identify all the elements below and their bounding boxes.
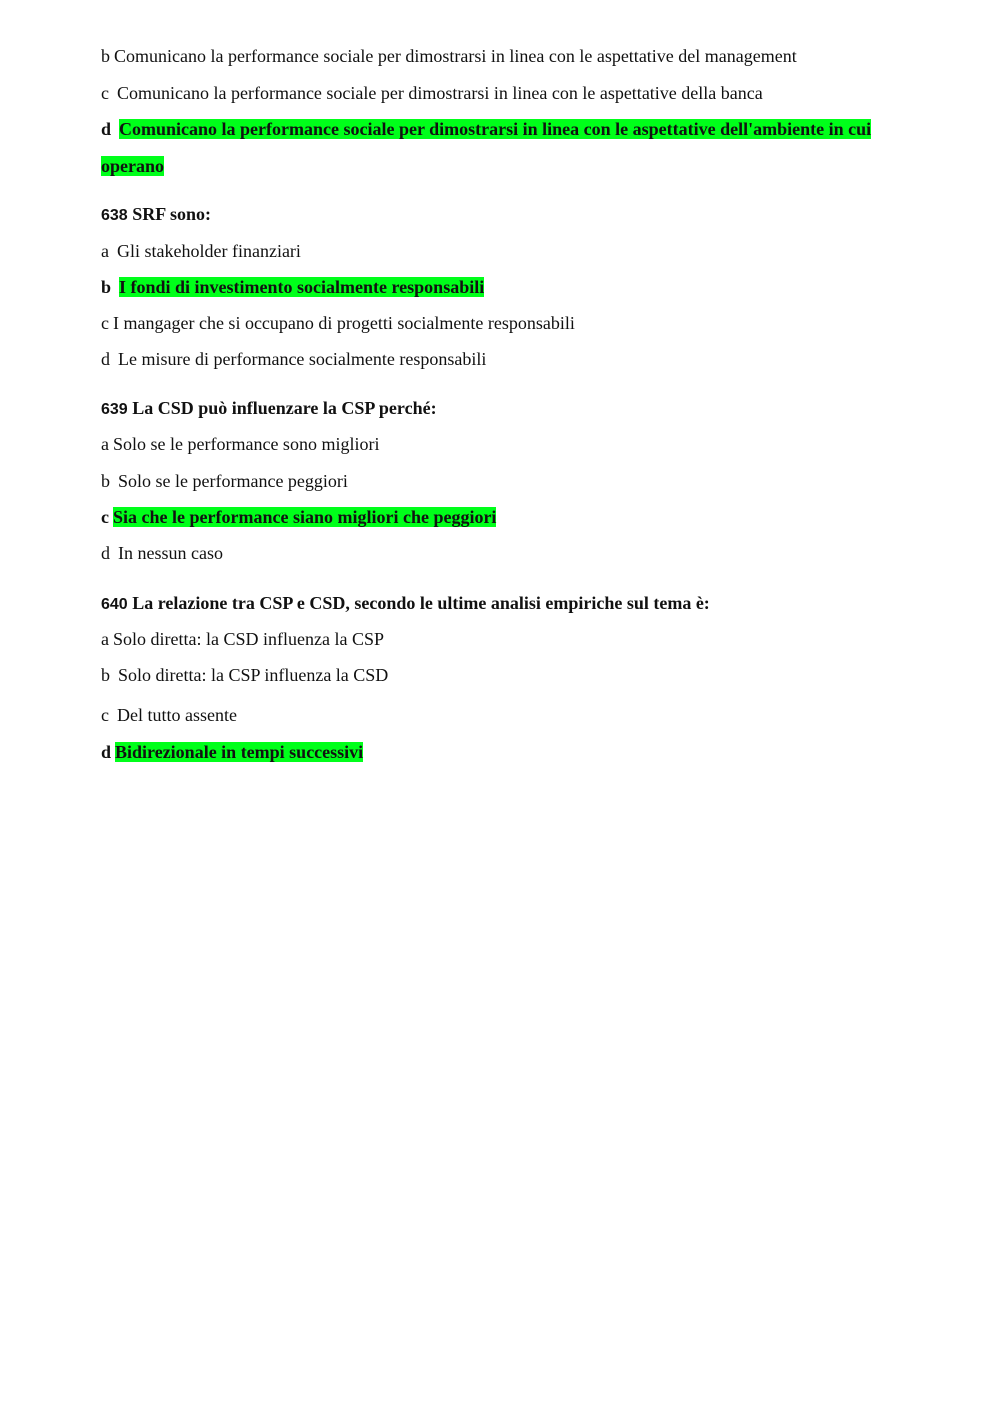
option-letter: b <box>101 277 112 297</box>
question-text: La CSD può influenzare la CSP perché: <box>132 398 437 418</box>
option-text: Le misure di performance socialmente responsabili <box>118 349 487 369</box>
correct-option-line <box>101 118 871 140</box>
option-line <box>101 82 763 104</box>
correct-option-text: Bidirezionale in tempi successivi <box>115 742 364 762</box>
option-text: Del tutto assente <box>117 705 237 725</box>
option-line <box>101 45 797 67</box>
correct-option-text: Comunicano la performance sociale per dimostrarsi in linea con le aspettative dell'ambiente in cui <box>119 119 872 139</box>
question-number: 640 <box>101 596 128 613</box>
option-line <box>101 470 348 492</box>
question-number: 638 <box>101 207 128 224</box>
option-letter: c <box>101 313 109 333</box>
option-letter: b <box>101 665 110 685</box>
question-heading <box>101 203 211 227</box>
question-text: SRF sono: <box>132 204 212 224</box>
option-text: Solo se le performance peggiori <box>118 471 348 491</box>
correct-option-line <box>101 741 363 763</box>
option-text: Gli stakeholder finanziari <box>117 241 301 261</box>
option-letter: a <box>101 434 109 454</box>
option-letter: c <box>101 83 109 103</box>
question-text: La relazione tra CSP e CSD, secondo le ultime analisi empiriche sul tema è: <box>132 593 710 613</box>
option-line <box>101 240 301 262</box>
correct-option-text: operano <box>101 156 164 176</box>
option-letter: d <box>101 119 112 139</box>
option-text: Solo diretta: la CSP influenza la CSD <box>118 665 389 685</box>
option-letter: a <box>101 241 109 261</box>
option-line <box>101 704 237 726</box>
option-line <box>101 312 575 334</box>
option-text: In nessun caso <box>118 543 223 563</box>
option-letter: b <box>101 46 110 66</box>
question-heading <box>101 592 710 616</box>
option-letter: b <box>101 471 110 491</box>
correct-option-line-continued <box>101 155 164 177</box>
option-line <box>101 542 223 564</box>
option-letter: d <box>101 742 112 762</box>
option-text: Solo diretta: la CSD influenza la CSP <box>113 629 384 649</box>
option-letter: c <box>101 507 109 527</box>
correct-option-line <box>101 506 496 528</box>
option-text: Comunicano la performance sociale per dimostrarsi in linea con le aspettative della banca <box>117 83 763 103</box>
option-text: Comunicano la performance sociale per dimostrarsi in linea con le aspettative del management <box>114 46 797 66</box>
question-heading <box>101 397 437 421</box>
question-number: 639 <box>101 401 128 418</box>
option-line <box>101 628 384 650</box>
option-text: Solo se le performance sono migliori <box>113 434 380 454</box>
option-line <box>101 433 379 455</box>
option-letter: d <box>101 543 110 563</box>
option-text: I mangager che si occupano di progetti socialmente responsabili <box>113 313 575 333</box>
correct-option-text: Sia che le performance siano migliori che peggiori <box>113 507 497 527</box>
option-line <box>101 348 486 370</box>
correct-option-line <box>101 276 484 298</box>
option-letter: d <box>101 349 110 369</box>
correct-option-text: I fondi di investimento socialmente responsabili <box>119 277 485 297</box>
option-letter: c <box>101 705 109 725</box>
option-line <box>101 664 388 686</box>
option-letter: a <box>101 629 109 649</box>
